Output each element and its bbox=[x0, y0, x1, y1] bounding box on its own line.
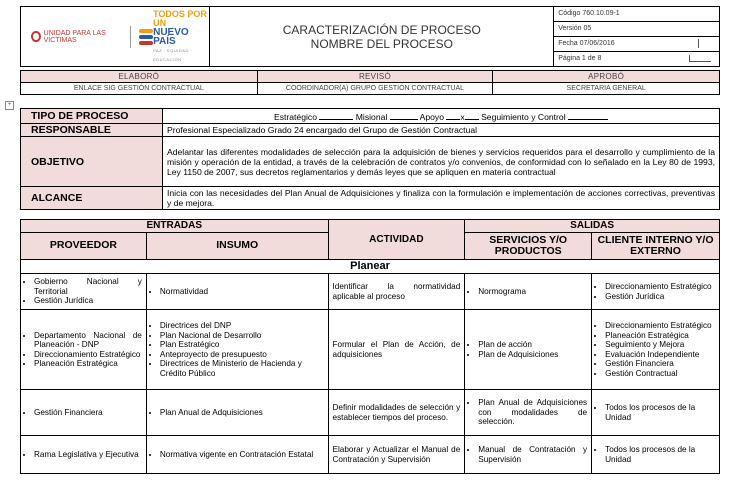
document-title: CARACTERIZACIÓN DE PROCESO NOMBRE DEL PROCESO bbox=[210, 7, 554, 67]
list-item: • Directrices de Ministerio de Hacienda y Crédito Público bbox=[160, 359, 324, 378]
victimas-seal-icon bbox=[31, 31, 41, 42]
list-item: • Gobierno Nacional y Territorial bbox=[34, 277, 142, 296]
phase-header: Planear bbox=[21, 259, 720, 274]
list-item: • Rama Legislativa y Ejecutiva bbox=[34, 450, 142, 460]
actividad-cell: Identificar la normatividad aplicable al proceso bbox=[328, 274, 465, 310]
entradas-header: ENTRADAS bbox=[21, 220, 329, 233]
document-header bbox=[20, 6, 720, 67]
insumo-cell bbox=[146, 390, 328, 436]
list-item: • Plan de acción bbox=[478, 340, 587, 350]
elaboro-label: ELABORÓ bbox=[21, 71, 258, 83]
doc-date: Fecha 07/06/2016 bbox=[554, 37, 719, 52]
insumo-header: INSUMO bbox=[146, 232, 328, 259]
servicios-cell bbox=[465, 310, 592, 390]
servicios-header: SERVICIOS Y/O PRODUCTOS bbox=[465, 232, 592, 259]
list-item: • Plan de Adquisiciones bbox=[478, 350, 587, 360]
elaboro-value: ENLACE SIG GESTIÓN CONTRACTUAL bbox=[21, 83, 258, 95]
alcance-value: Inicia con las necesidades del Plan Anual de Adquisiciones y finaliza con la formulación e implementación de acciones correctivas, preventivas y de mejora. bbox=[163, 187, 720, 210]
list-item: • Departamento Nacional de Planeación - DNP bbox=[34, 331, 142, 350]
list-item: • Todos los procesos de la Unidad bbox=[605, 403, 715, 422]
objetivo-label: OBJETIVO bbox=[21, 137, 163, 187]
list-item: • Gestión Financiera bbox=[605, 359, 715, 369]
proveedor-cell bbox=[21, 274, 147, 310]
aprobo-label: APROBÓ bbox=[493, 71, 720, 83]
list-item: • Evaluación Independiente bbox=[605, 350, 715, 360]
reviso-label: REVISÓ bbox=[257, 71, 493, 83]
logo-cell bbox=[21, 7, 210, 67]
actividad-cell: Formular el Plan de Acción, de adquisiciones bbox=[328, 310, 465, 390]
proveedor-cell bbox=[21, 436, 147, 474]
list-item: • Direccionamiento Estratégico bbox=[605, 282, 715, 292]
list-item: • Gestión Jurídica bbox=[34, 296, 142, 306]
servicios-cell bbox=[465, 274, 592, 310]
actividad-cell: Definir modalidades de selección y establecer tiempos del proceso. bbox=[328, 390, 465, 436]
tipo-label: TIPO DE PROCESO bbox=[21, 109, 163, 124]
table-row bbox=[21, 390, 720, 436]
list-item: • Plan Anual de Adquisiciones bbox=[160, 408, 324, 418]
salidas-header: SALIDAS bbox=[465, 220, 720, 233]
list-item: • Direccionamiento Estratégico bbox=[34, 350, 142, 360]
process-table bbox=[20, 219, 720, 474]
list-item: • Normativa vigente en Contratación Estatal bbox=[160, 450, 324, 460]
cliente-cell bbox=[592, 310, 720, 390]
doc-page: Página 1 de 8 bbox=[554, 52, 719, 66]
table-row bbox=[21, 310, 720, 390]
insumo-cell bbox=[146, 310, 328, 390]
list-item: • Directrices del DNP bbox=[160, 321, 324, 331]
move-handle-icon[interactable]: + bbox=[5, 101, 14, 110]
list-item: • Gestión Financiera bbox=[34, 408, 142, 418]
proveedor-cell bbox=[21, 390, 147, 436]
list-item: • Direccionamiento Estratégico bbox=[605, 321, 715, 331]
alcance-label: ALCANCE bbox=[21, 187, 163, 210]
list-item: • Plan Estratégico bbox=[160, 340, 324, 350]
actividad-header: ACTIVIDAD bbox=[328, 220, 465, 260]
doc-version: Versión 05 bbox=[554, 22, 719, 37]
cliente-cell bbox=[592, 436, 720, 474]
responsable-value: Profesional Especializado Grado 24 encargado del Grupo de Gestión Contractual bbox=[163, 124, 720, 137]
logo-separator bbox=[130, 26, 131, 48]
list-item: • Gestión Contractual bbox=[605, 369, 715, 379]
cliente-header: CLIENTE INTERNO Y/O EXTERNO bbox=[592, 232, 720, 259]
list-item: • Plan Nacional de Desarrollo bbox=[160, 331, 324, 341]
actividad-cell: Elaborar y Actualizar el Manual de Contratación y Supervisión bbox=[328, 436, 465, 474]
cliente-cell bbox=[592, 390, 720, 436]
tipo-options: Estratégico Misional Apoyo x Seguimiento y Control bbox=[163, 109, 720, 124]
reviso-value: COORDINADOR(A) GRUPO GESTIÓN CONTRACTUAL bbox=[257, 83, 493, 95]
list-item: • Plan Anual de Adquisiciones con modalidades de selección. bbox=[478, 398, 587, 427]
insumo-cell bbox=[146, 274, 328, 310]
cliente-cell bbox=[592, 274, 720, 310]
servicios-cell bbox=[465, 436, 592, 474]
list-item: • Planeación Estratégica bbox=[34, 359, 142, 369]
doc-code: Código 760.10.09-1 bbox=[554, 7, 719, 22]
aprobo-value: SECRETARIA GENERAL bbox=[493, 83, 720, 95]
list-item: • Planeación Estratégica bbox=[605, 331, 715, 341]
servicios-cell bbox=[465, 390, 592, 436]
insumo-cell bbox=[146, 436, 328, 474]
list-item: • Todos los procesos de la Unidad bbox=[605, 445, 715, 464]
table-row bbox=[21, 436, 720, 474]
objetivo-value: Adelantar las diferentes modalidades de selección para la adquisición de bienes y servicios requeridos para el desarrollo y cumplimiento de la misión y operación de la entidad, a través de la celebración de contratos y/o convenios, de conformidad con lo señalado en la Ley 80 de 1993, Ley 1150 de 2007, sus decretos reglamentarios y demás leyes que se apliquen en materia contractual bbox=[163, 137, 720, 187]
table-row bbox=[21, 274, 720, 310]
list-item: • Gestión Jurídica bbox=[605, 292, 715, 302]
responsable-label: RESPONSABLE bbox=[21, 124, 163, 137]
process-info-table bbox=[20, 108, 720, 210]
tnp-logo: TODOS POR UN NUEVO PAÍS PAZ · EQUIDAD · EDUCACIÓN bbox=[139, 10, 210, 64]
document-metadata bbox=[554, 7, 720, 67]
list-item: • Manual de Contratación y Supervisión bbox=[478, 445, 587, 464]
tnp-mark-icon bbox=[139, 28, 150, 46]
list-item: • Seguimiento y Mejora bbox=[605, 340, 715, 350]
list-item: • Normatividad bbox=[160, 287, 324, 297]
approval-table bbox=[20, 70, 720, 95]
victimas-logo: UNIDAD PARA LAS VÍCTIMAS bbox=[31, 30, 122, 44]
proveedor-header: PROVEEDOR bbox=[21, 232, 147, 259]
list-item: • Normograma bbox=[478, 287, 587, 297]
proveedor-cell bbox=[21, 310, 147, 390]
list-item: • Anteproyecto de presupuesto bbox=[160, 350, 324, 360]
